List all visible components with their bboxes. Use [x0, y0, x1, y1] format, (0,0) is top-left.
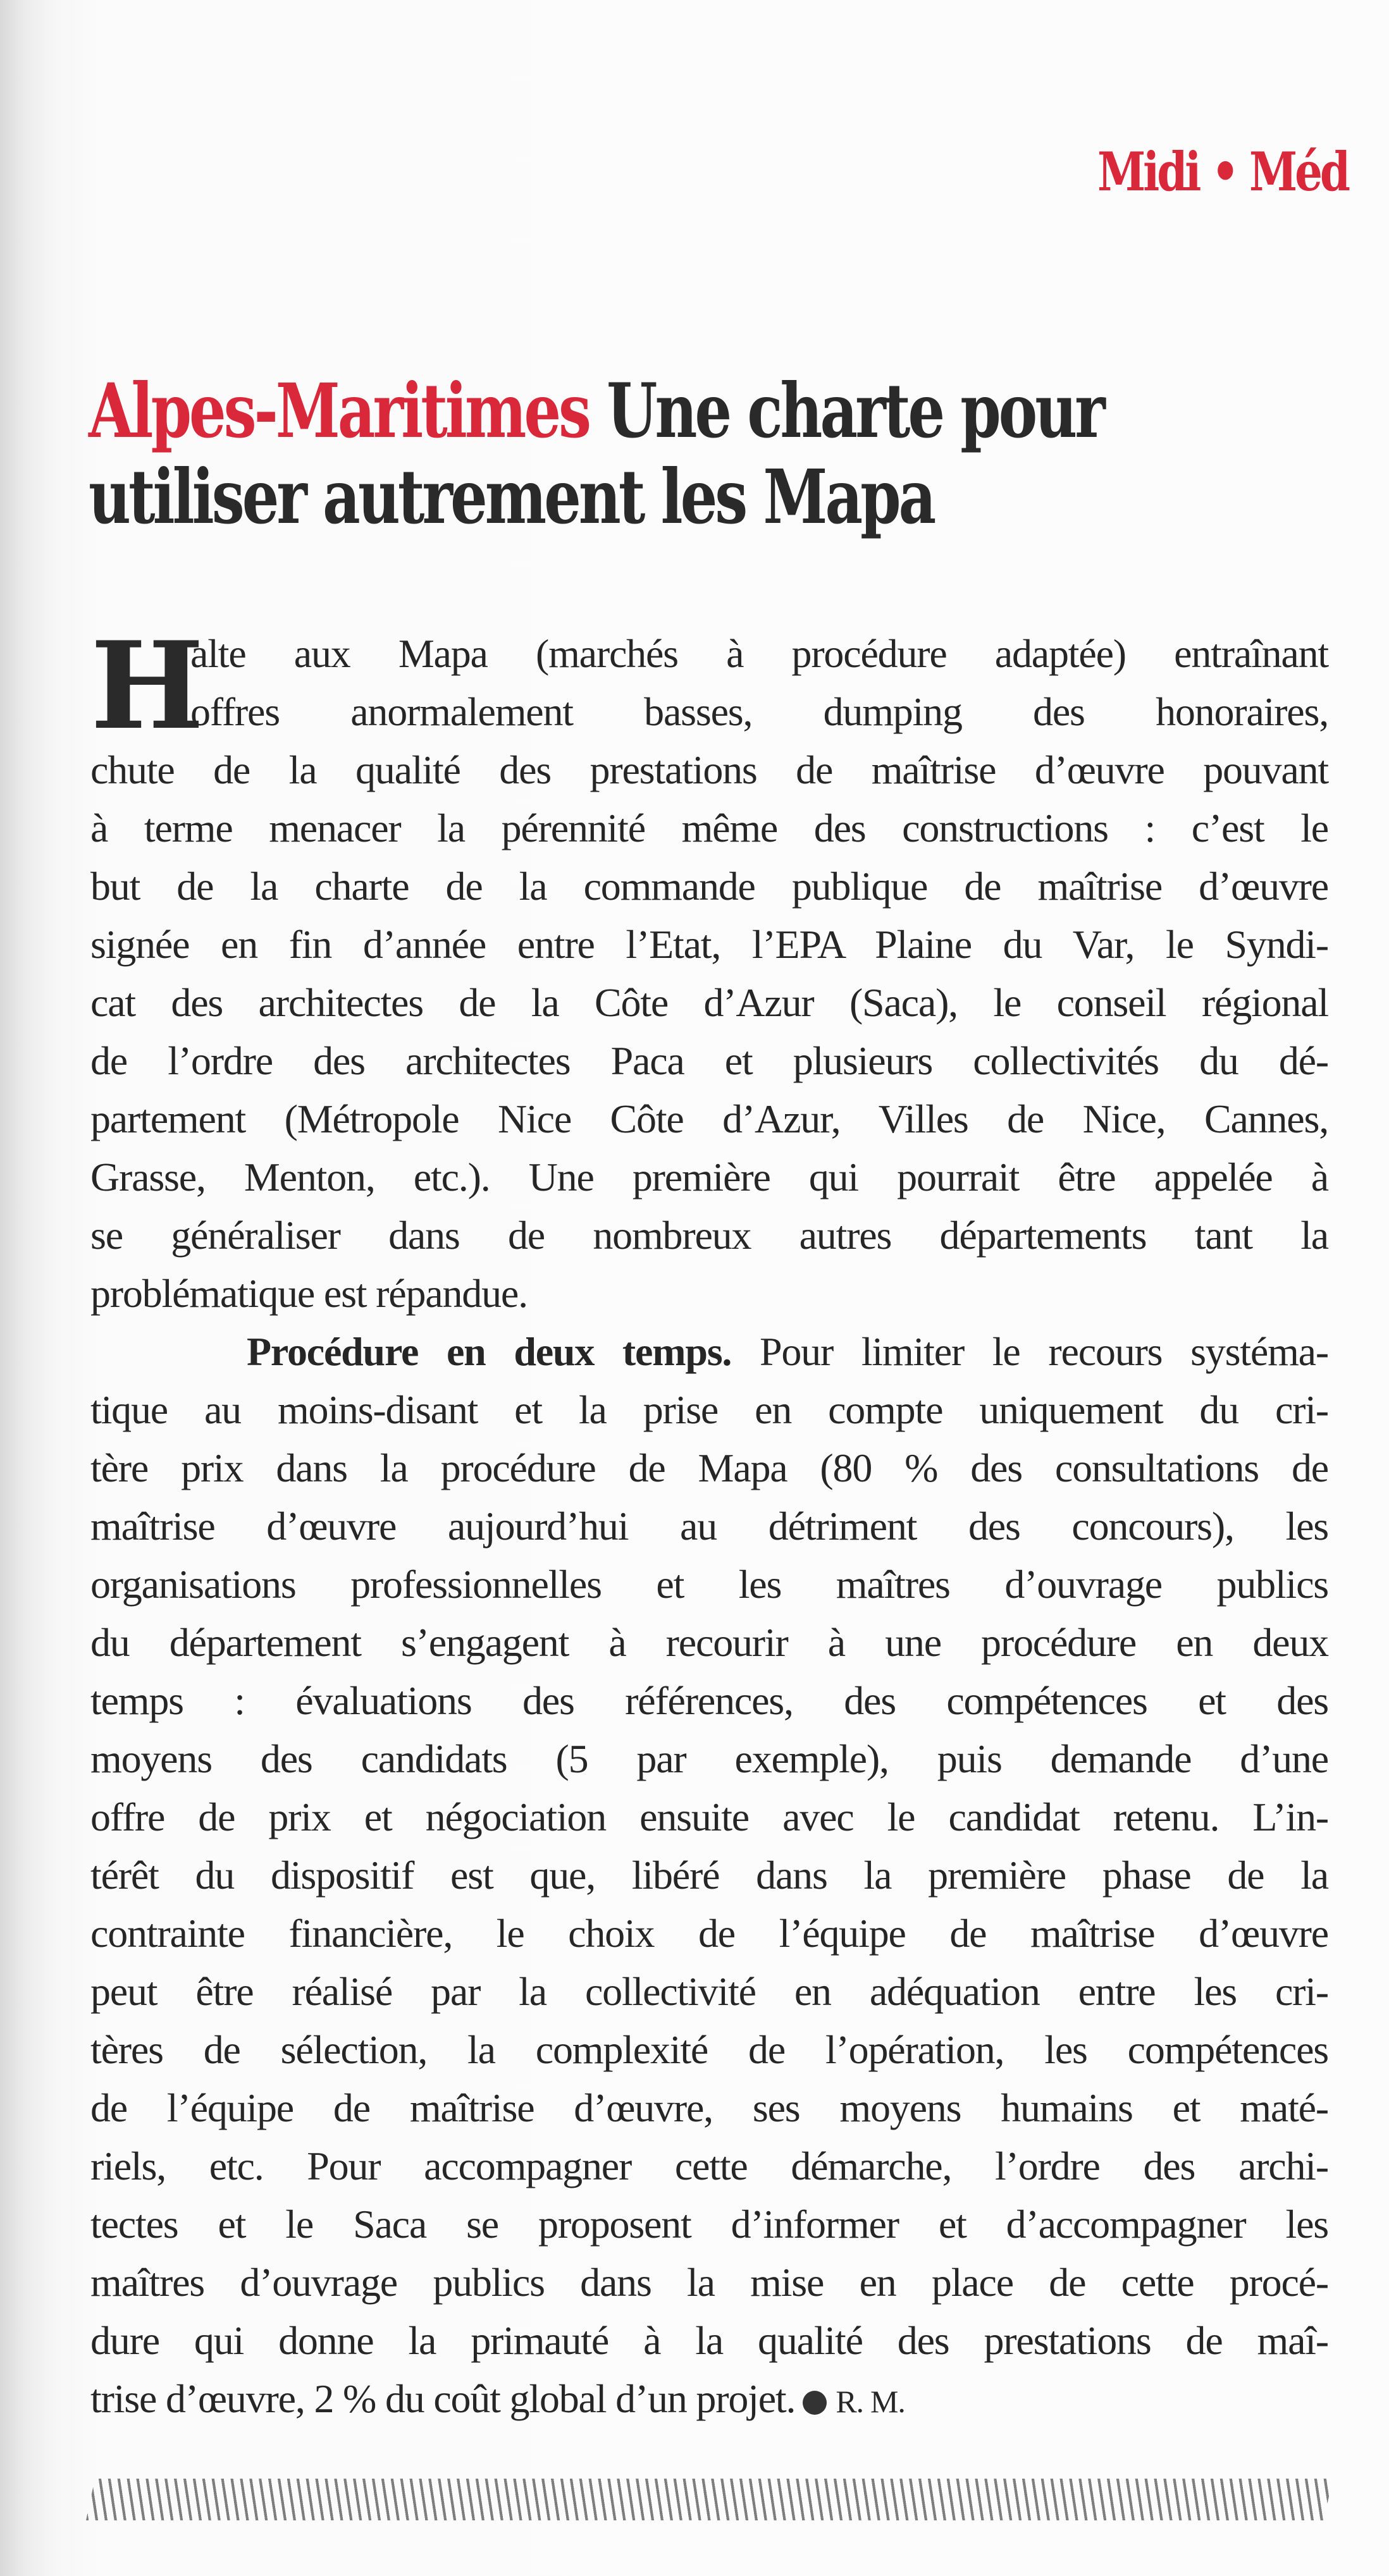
paragraph-2-line: contrainte financière, le choix de l’équipe de maîtrise d’œuvre	[90, 1911, 1328, 1956]
end-bullet-icon	[803, 2391, 827, 2415]
headline-title-line1: Une charte pour	[589, 367, 1103, 455]
paragraph-1-line: se généraliser dans de nombreux autres départements tant la	[90, 1213, 1328, 1258]
paragraph-1-line: partement (Métropole Nice Côte d’Azur, Villes de Nice, Cannes,	[90, 1096, 1328, 1141]
drop-cap: H	[90, 615, 204, 756]
paragraph-1-line: problématique est répandue.	[90, 1271, 528, 1316]
paragraph-2-line: dure qui donne la primauté à la qualité des prestations de maî-	[90, 2318, 1328, 2363]
paragraph-2-line: tique au moins-disant et la prise en compte uniquement du cri-	[90, 1387, 1328, 1432]
paragraph-2-line: maîtres d’ouvrage publics dans la mise en place de cette procé-	[90, 2260, 1328, 2305]
headline-title-line2: utiliser autrement les Mapa	[89, 453, 934, 541]
paragraph-2-line: tère prix dans la procédure de Mapa (80 % des consultations de	[90, 1445, 1328, 1490]
paragraph-1-line: chute de la qualité des prestations de maîtrise d’œuvre pouvant	[90, 747, 1328, 792]
paragraph-2-line: térêt du dispositif est que, libéré dans la première phase de la	[90, 1853, 1328, 1898]
paragraph-2-line: moyens des candidats (5 par exemple), puis demande d’une	[90, 1736, 1328, 1781]
paragraph-2-line	[90, 1323, 1328, 1381]
paragraph-2-first-text: Pour limiter le recours systéma-	[731, 1329, 1328, 1374]
paragraph-2-line: maîtrise d’œuvre aujourd’hui au détriment des concours), les	[90, 1504, 1328, 1549]
paragraph-2-line: organisations professionnelles et les maîtres d’ouvrage publics	[90, 1562, 1328, 1607]
paragraph-2-line: offre de prix et négociation ensuite avec le candidat retenu. L’in-	[90, 1794, 1328, 1839]
paragraph-1-line: signée en fin d’année entre l’Etat, l’EPA Plaine du Var, le Syndi-	[90, 922, 1328, 967]
paragraph-2-line: riels, etc. Pour accompagner cette démarche, l’ordre des archi-	[90, 2144, 1328, 2188]
paragraph-2-line: peut être réalisé par la collectivité en adéquation entre les cri-	[90, 1969, 1328, 2014]
paragraph-2-line: tères de sélection, la complexité de l’opération, les compétences	[90, 2027, 1328, 2072]
paragraph-1-line: cat des architectes de la Côte d’Azur (Saca), le conseil régional	[90, 980, 1328, 1025]
paragraph-1-line: but de la charte de la commande publique de maîtrise d’œuvre	[90, 864, 1328, 909]
paragraph-1-line: à terme menacer la pérennité même des constructions : c’est le	[90, 806, 1328, 850]
paragraph-1-line: alte aux Mapa (marchés à procédure adaptée) entraînant	[190, 631, 1328, 676]
paragraph-2-line: du département s’engagent à recourir à une procédure en deux	[90, 1620, 1328, 1665]
hatched-divider	[86, 2479, 1333, 2520]
article-body	[90, 615, 1328, 2428]
headline-kicker: Alpes-Maritimes	[89, 367, 590, 455]
paragraph-1-line: de l’ordre des architectes Paca et plusieurs collectivités du dé-	[90, 1038, 1328, 1083]
paragraph-2-line: tectes et le Saca se proposent d’informer et d’accompagner les	[90, 2202, 1328, 2247]
paragraph-1-line: offres anormalement basses, dumping des honoraires,	[190, 689, 1328, 734]
paragraph-2-line: de l’équipe de maîtrise d’œuvre, ses moyens humains et maté-	[90, 2085, 1328, 2130]
paragraph-1-line: Grasse, Menton, etc.). Une première qui pourrait être appelée à	[90, 1155, 1328, 1199]
closing-text: trise d’œuvre, 2 % du coût global d’un projet.	[90, 2376, 796, 2421]
article-headline	[89, 368, 1273, 540]
paragraph-2-line	[90, 2370, 1328, 2428]
section-header: Midi • Méd	[1097, 140, 1348, 203]
paragraph-lead-in: Procédure en deux temps.	[247, 1329, 732, 1374]
paragraph-2-line: temps : évaluations des références, des compétences et des	[90, 1678, 1328, 1723]
author-signature: R. M.	[836, 2384, 905, 2419]
